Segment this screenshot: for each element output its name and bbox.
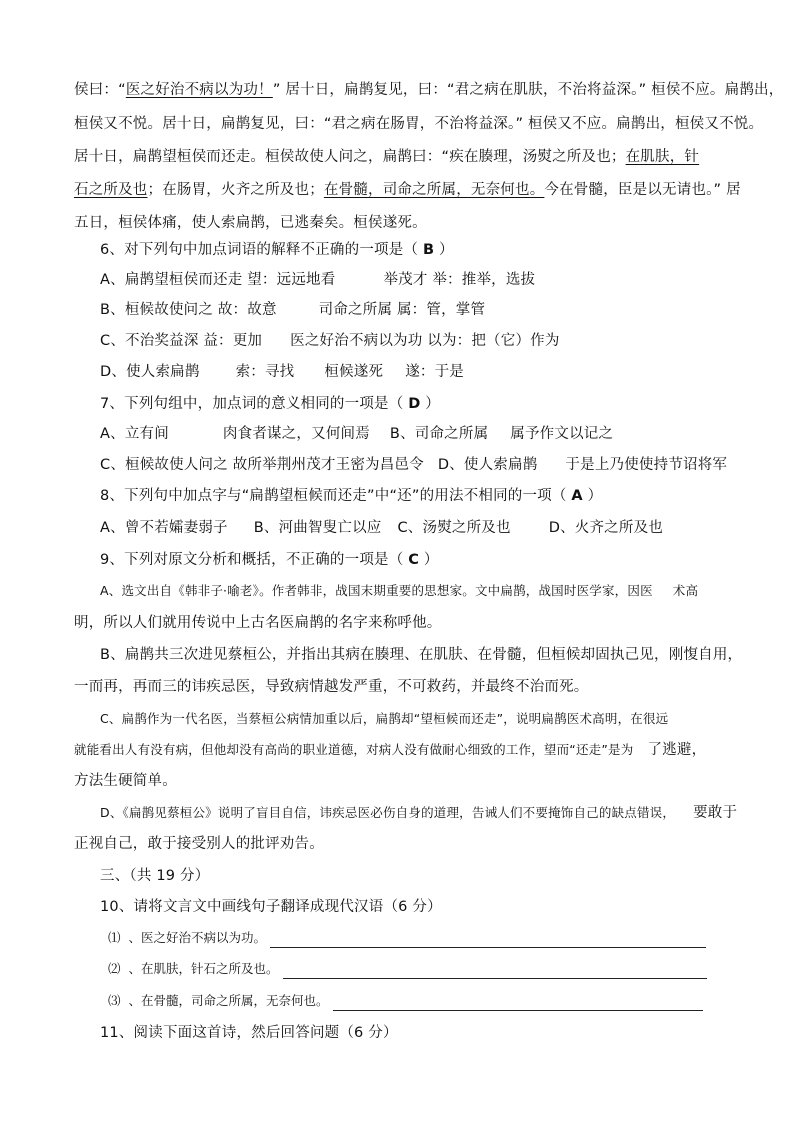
q6-option-a: A、扁鹊望桓侯而还走 望：远远地看 举茂才 举：推举，选拔 — [100, 272, 536, 288]
answer-line-3[interactable] — [333, 996, 703, 1011]
underlined-sentence-2b: 石之所及也 — [74, 182, 148, 198]
q9-option-a-line2: 明，所以人们就用传说中上古名医扁鹊的名字来称呼他。 — [74, 615, 442, 631]
q7-stem: 7、下列句组中，加点词的意义相同的一项是（ D ） — [100, 396, 440, 412]
answer-line-1[interactable] — [270, 933, 706, 948]
q9-option-c-line2: 就能看出人有没有病，但他却没有高尚的职业道德，对病人没有做耐心细致的工作，望而“还走”是为 了逃避， — [74, 742, 707, 758]
q9-stem: 9、下列对原文分析和概括，不正确的一项是（ C ） — [100, 552, 439, 568]
q9-option-b-line2: 一而再，再而三的讳疾忌医，导致病情越发严重，不可救药，并最终不治而死。 — [74, 679, 589, 695]
q6-option-c: C、不治奖益深 益：更加 医之好治不病以为功 以为：把（它）作为 — [100, 333, 560, 349]
answer-line-2[interactable] — [283, 964, 707, 979]
underlined-sentence-1: 医之好治不病以为功！ — [125, 82, 273, 98]
q10-item-2: ⑵ 、在肌肤，针石之所及也。 — [108, 959, 707, 979]
passage-line-3: 居十日，扁鹊望桓侯而还走。桓侯故使人问之，扁鹊曰：“疾在腠理，汤熨之所及也；在肌肤，针 — [74, 149, 700, 165]
q7-options-cd: C、桓候故使人问之 故所举荆州茂才王密为昌邑令 D、使人索扁鹊 于是上乃使使持节诏将军 — [100, 457, 728, 473]
q11-stem: 11、阅读下面这首诗，然后回答问题（6 分） — [100, 1025, 398, 1041]
underlined-sentence-3: 在骨髓，司命之所属，无奈何也。 — [323, 182, 545, 198]
passage-line-5: 五日，桓侯体痛，使人索扁鹊，已逃秦矣。桓侯遂死。 — [74, 215, 427, 231]
q10-item-1: ⑴ 、医之好治不病以为功。 — [108, 928, 706, 948]
q9-option-d-line2: 正视自己，敢于接受别人的批评劝告。 — [74, 836, 324, 852]
q10-item-3: ⑶ 、在骨髓，司命之所属，无奈何也。 — [108, 991, 703, 1011]
underlined-sentence-2a: 在肌肤，针 — [625, 149, 700, 165]
q7-options-ab: A、立有间 肉食者谋之，又何间焉 B、司命之所属 属予作文以记之 — [100, 426, 614, 442]
q7-answer: D — [408, 396, 421, 412]
q9-answer: C — [408, 552, 420, 568]
passage-line-4: 石之所及也；在肠胃，火齐之所及也；在骨髓，司命之所属，无奈何也。今在骨髓，臣是以无请也。” 居 — [74, 182, 741, 198]
passage-line-2: 桓侯又不悦。居十日，扁鹊复见，曰：“君之病在肠胃，不治将益深。” 桓侯又不应。扁鹊出，桓侯又不悦。 — [74, 116, 764, 132]
q9-option-c-line1: C、扁鹊作为一代名医，当蔡桓公病情加重以后，扁鹊却“望桓候而还走”，说明扁鹊医术高明，在很远 — [100, 711, 669, 726]
q10-stem: 10、请将文言文中画线句子翻译成现代汉语（6 分） — [100, 899, 442, 915]
section-3-heading: 三、（共 19 分） — [100, 868, 210, 884]
q8-stem: 8、下列句中加点字与“扁鹊望桓候而还走”中“还”的用法不相同的一项（ A ） — [100, 488, 603, 504]
q6-stem: 6、对下列句中加点词语的解释不正确的一项是（ B ） — [100, 242, 454, 258]
q8-answer: A — [571, 488, 583, 504]
q9-option-a-line1: A、选文出自《韩非子·喻老》。作者韩非，战国末期重要的思想家。文中扁鹊，战国时医学家，因医 术高 — [100, 583, 699, 598]
q6-option-d: D、使人索扁鹊 索：寻找 桓候遂死 遂：于是 — [100, 364, 465, 380]
passage-line-1: 侯曰：“医之好治不病以为功！” 居十日，扁鹊复见，曰：“君之病在肌肤，不治将益深。” 桓侯不应。扁鹊出， — [74, 82, 784, 98]
q6-option-b: B、桓候故使问之 故：故意 司命之所属 属：管，掌管 — [100, 302, 486, 318]
q9-option-c-line3: 方法生硬简单。 — [74, 773, 177, 789]
q6-answer: B — [422, 242, 435, 258]
q8-options: A、曾不若孀妻弱子 B、河曲智叟亡以应 C、汤熨之所及也 D、火齐之所及也 — [100, 520, 663, 536]
q9-option-b-line1: B、扁鹊共三次进见蔡桓公，并指出其病在腠理、在肌肤、在骨髓，但桓候却固执己见，刚愎自用， — [100, 647, 743, 663]
q9-option-d-line1: D、《扁鹊见蔡桓公》说明了盲目自信，讳疾忌医必伤自身的道理，告诫人们不要掩饰自己的缺点错误， 要敢于 — [100, 805, 738, 821]
